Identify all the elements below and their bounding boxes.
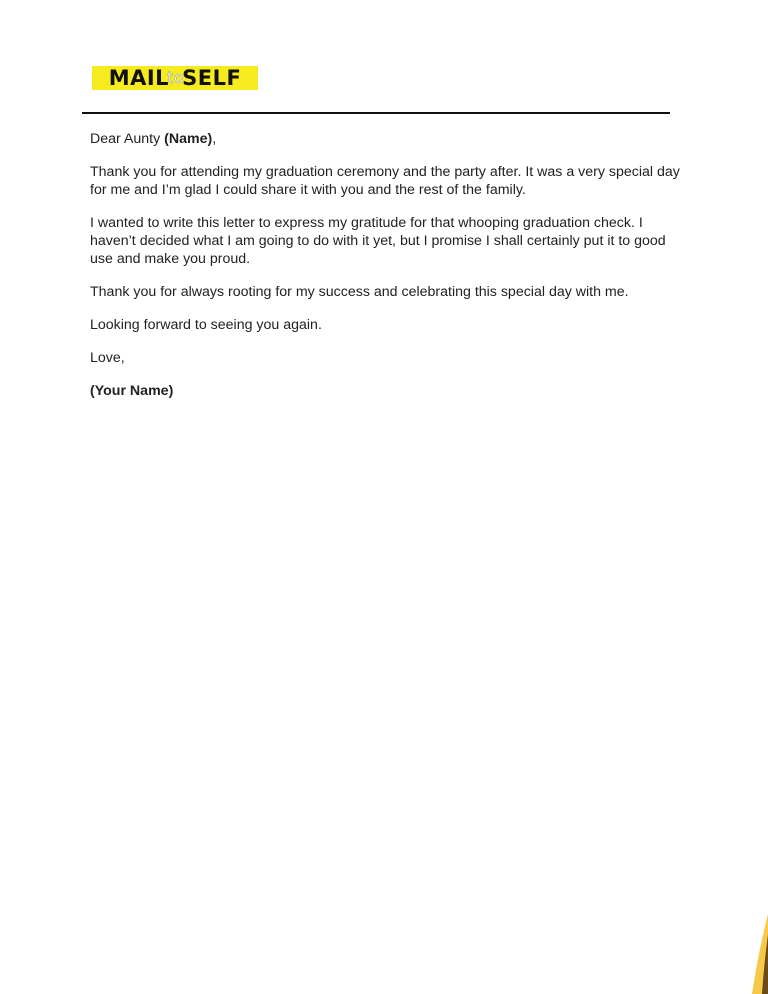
paragraph-looking-forward: Looking forward to seeing you again.	[90, 317, 322, 333]
paragraph-thanks-attending: Thank you for attending my graduation ceremony and the party after. It was a very special day for me and I’m glad I could share it with you and the rest of the family.	[90, 164, 680, 198]
logo-text-mail: MAIL	[108, 66, 170, 90]
mailtoself-logo	[92, 66, 258, 90]
signature-text: (Your Name)	[90, 383, 174, 399]
salutation	[90, 130, 690, 148]
paragraph-rooting: Thank you for always rooting for my success and celebrating this special day with me.	[90, 284, 629, 300]
logo-text-self: SELF	[182, 66, 242, 90]
corner-decoration-icon	[748, 914, 768, 994]
closing: Love,	[90, 350, 125, 366]
salutation-name-placeholder: (Name)	[164, 131, 213, 147]
paragraph-gratitude-check: I wanted to write this letter to express my gratitude for that whooping graduation check. I haven’t decided what I am going to do with it yet, but I promise I shall certainly put it to good use and make you proud.	[90, 215, 666, 267]
salutation-prefix: Dear Aunty	[90, 131, 165, 147]
header-divider	[82, 112, 670, 114]
signature-placeholder	[90, 382, 690, 400]
letter-body	[90, 130, 690, 415]
logo-text-to: to	[167, 68, 185, 87]
salutation-suffix: ,	[212, 131, 217, 147]
